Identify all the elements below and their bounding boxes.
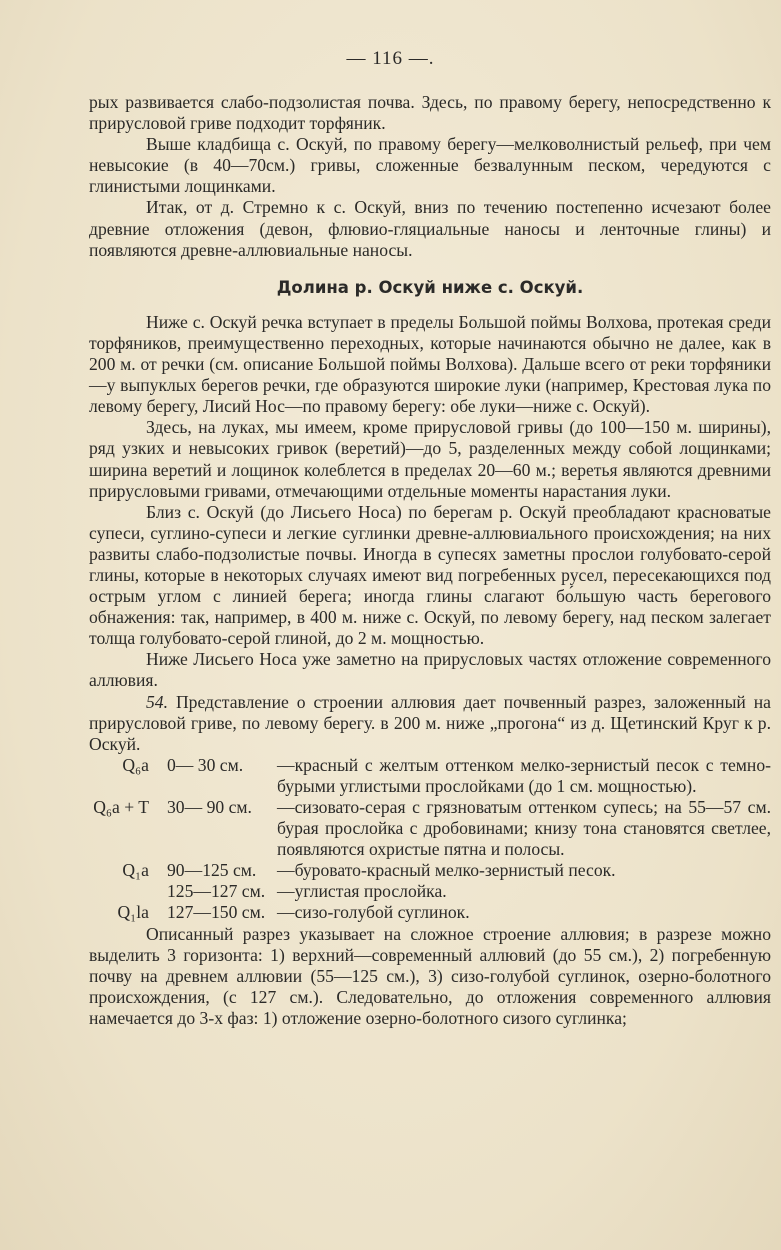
horizon-code: Q₁a: [122, 860, 149, 881]
horizon-depth: 30— 90 см.: [167, 797, 252, 817]
paragraph: Итак, от д. Стремно к с. Оскуй, вниз по течению постепенно исчезают более древние отложения (девон, флювио-гляциальные наносы и ленточные глины) и появляются древне-аллювиальные наносы.: [89, 197, 771, 260]
profile-row: [89, 902, 771, 923]
section-title: Долина р. Оскуй ниже с. Оскуй.: [276, 277, 584, 297]
horizon-code: Q₁la: [117, 902, 149, 923]
horizon-description: —красный с желтым оттенком мелко-зернистый песок с темно-бурыми углистыми прослойками (до 1 см. мощностью).: [277, 754, 771, 796]
horizon-description: —сизовато-серая с грязноватым оттенком супесь; на 55—57 см. бурая прослойка с дробовинами; книзу тона становятся светлее, появляются охристые пятна и полосы.: [277, 797, 771, 860]
horizon-code: Q₆a: [122, 754, 149, 775]
profile-row: [89, 881, 771, 902]
soil-profile: [89, 755, 771, 924]
paragraph-numbered: [89, 692, 771, 755]
horizon-description: —сизо-голубой суглинок.: [277, 902, 470, 923]
paragraph: Ниже Лисьего Носа уже заметно на прирусловых частях отложение современного аллювия.: [89, 649, 771, 691]
profile-row: [89, 755, 771, 797]
paragraph: Описанный разрез указывает на сложное строение аллювия; в разрезе можно выделить 3 горизонта: 1) верхний—современный аллювий (до 55 см.), 2) погребенную почву на древнем аллювии (55—125 см.), 3) сизо-голубой суглинок, озерно-болотного происхождения, (с 127 см.). Следовательно, до отложения современного аллювия намечается до 3-х фаз: 1) отложение озерно-болотного сизого суглинка;: [89, 923, 771, 1028]
horizon-description: —буровато-красный мелко-зернистый песок.: [277, 860, 616, 881]
paragraph: Ниже с. Оскуй речка вступает в пределы Большой поймы Волхова, протекая среди торфяников, преимущественно переходных, которые начинаются обычно не далее, как в 200 м. от речки (см. описание Большой поймы Волхова). Дальше всего от реки торфяники—у выпуклых берегов речки, где образуются широкие луки (например, Крестовая лука по левому берегу, Лисий Нос—по правому берегу: обе луки—ниже с. Оскуй).: [89, 311, 771, 417]
horizon-code: Q₆a + T: [93, 797, 149, 817]
horizon-depth: 0— 30 см.: [167, 754, 244, 775]
paragraph: Близ с. Оскуй (до Лисьего Носа) по берегам р. Оскуй преобладают красноватые супеси, суглино-супеси и легкие суглинки древне-аллювиального происхождения; на них развиты слабо-подзолистые почвы. Иногда в супесях заметны прослои голубовато-серой глины, которые в некоторых случаях имеют вид погребенных русел, пересекающихся под острым углом с линией берега; иногда глины слагают бо́льшую часть берегового обнажения: так, например, в 400 м. ниже с. Оскуй, по левому берегу, над песком залегает толща голубовато-серой глиной, до 2 м. мощностью.: [89, 501, 771, 649]
page-number: — 116 —.: [346, 48, 435, 69]
paragraph-continuation: рых развивается слабо-подзолистая почва. Здесь, по правому берегу, непосредственно к прирусловой гриве подходит торфяник.: [89, 92, 771, 134]
page-body: [89, 92, 771, 1029]
paragraph-number: 54.: [146, 691, 168, 712]
paragraph: Выше кладбища с. Оскуй, по правому берегу—мелковолнистый рельеф, при чем невысокие (в 40—70см.) гривы, сложенные безвалунным песком, чередуются с глинистыми лощинками.: [89, 134, 771, 197]
profile-row: [89, 860, 771, 881]
horizon-depth: 90—125 см.: [167, 860, 257, 881]
paragraph: Здесь, на луках, мы имеем, кроме прирусловой гривы (до 100—150 м. ширины), ряд узких и невысоких гривок (веретий)—до 5, разделенных между собой лощинками; ширина веретий и лощинок колеблется в пределах 20—60 м.; веретья являются древними прирусловыми гривами, отмечающими отдельные моменты нарастания луки.: [89, 417, 771, 501]
horizon-description: —углистая прослойка.: [277, 881, 447, 902]
paragraph-text: Представление о строении аллювия дает почвенный разрез, заложенный на прирусловой гриве, по левому берегу. в 200 м. ниже „прогона“ из д. Щетинский Круг к р. Оскуй.: [89, 691, 771, 754]
profile-row: [89, 797, 771, 860]
horizon-depth: 125—127 см.: [167, 881, 266, 902]
horizon-depth: 127—150 см.: [167, 902, 266, 923]
